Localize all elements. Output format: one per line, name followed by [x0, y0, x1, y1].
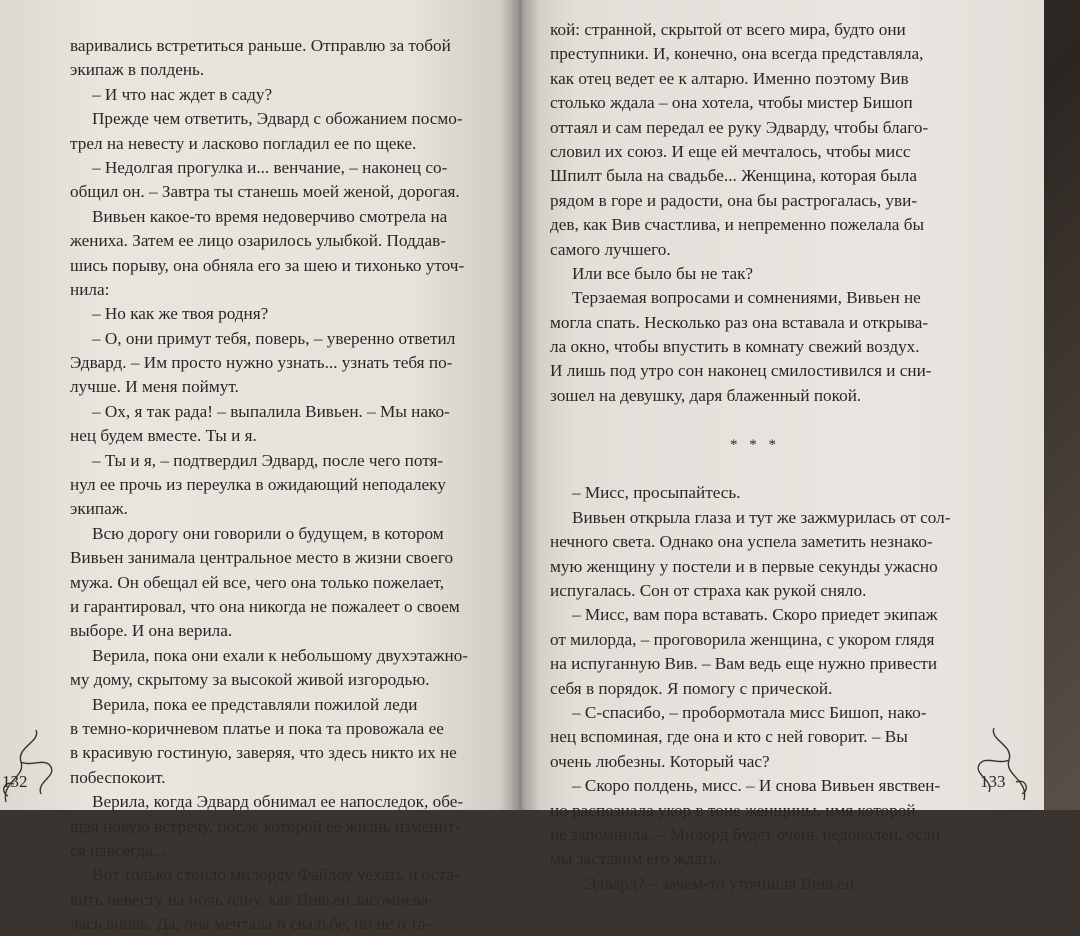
right-page-text — [550, 18, 960, 896]
section-gap — [550, 457, 960, 481]
text-line: – Но как же твоя родня? — [92, 304, 269, 324]
page-number-left: 132 — [2, 772, 28, 791]
text-line: мы заставим его ждать. — [550, 849, 722, 869]
text-line: нила: — [70, 279, 110, 299]
text-line: – Ты и я, – подтвердил Эдвард, после чего потя- — [92, 450, 444, 470]
text-line: себя в порядок. Я помогу с прической. — [550, 678, 833, 698]
page-number-right: 133 — [980, 772, 1006, 791]
text-line: – Мисс, вам пора вставать. Скоро приедет экипаж — [572, 605, 938, 625]
text-line: столько ждала – она хотела, чтобы мистер Бишоп — [550, 93, 913, 113]
text-line: Вивьен открыла глаза и тут же зажмурилась от сол- — [572, 507, 951, 527]
text-line: Эдвард. – Им просто нужно узнать... узнать тебя по- — [70, 353, 453, 373]
text-line: не запомнила. – Милорд будет очень недоволен, если — [550, 824, 941, 844]
text-line: варивались встретиться раньше. Отправлю за тобой — [70, 36, 451, 55]
text-line: мую женщину у постели и в первые секунды ужасно — [550, 556, 938, 576]
text-line: – Мисс, просыпайтесь. — [572, 483, 741, 503]
text-line: ся навсегда... — [70, 840, 166, 860]
text-line: щая новую встречу, после которой ее жизнь изменит- — [70, 816, 461, 836]
section-separator: * * * — [730, 436, 780, 453]
text-line: нец вспоминая, где она и кто с ней говорит. – Вы — [550, 727, 908, 747]
text-line: Прежде чем ответить, Эдвард с обожанием посмо- — [92, 109, 463, 129]
text-line: Вивьен какое-то время недоверчиво смотрела на — [92, 206, 448, 226]
text-line: – С-спасибо, – пробормотала мисс Бишоп, нако- — [572, 702, 927, 722]
ornament-icon — [964, 718, 1034, 808]
text-line: – И что нас ждет в саду? — [92, 84, 273, 104]
text-line: как отец ведет ее к алтарю. Именно поэтому Вив — [550, 68, 909, 88]
left-page — [0, 0, 512, 934]
text-line: Всю дорогу они говорили о будущем, в котором — [92, 523, 444, 543]
text-line: шись порыву, она обняла его за шею и тихонько уточ- — [70, 255, 465, 275]
text-line: вить невесту на ночь одну, как Вивьен засомнева- — [70, 889, 434, 909]
text-line: в красивую гостиную, заверяя, что здесь никто их не — [70, 743, 457, 763]
text-line: Вивьен занимала центральное место в жизни своего — [70, 548, 454, 568]
text-line: – Скоро полдень, мисс. – И снова Вивьен явствен- — [572, 776, 941, 796]
text-line: рядом в горе и радости, она бы растрогалась, уви- — [550, 190, 918, 210]
text-line: нечного света. Однако она успела заметить незнако- — [550, 532, 933, 552]
text-line: словил их союз. И еще ей мечталось, чтобы мисс — [550, 141, 911, 161]
text-line: побеспокоит. — [70, 767, 166, 787]
text-line: Верила, пока ее представляли пожилой леди — [92, 694, 418, 714]
text-line: Или все было бы не так? — [572, 263, 754, 283]
text-line: – Недолгая прогулка и... венчание, – наконец со- — [92, 157, 448, 177]
text-line: и гарантировал, что она никогда не пожалеет о своем — [70, 596, 460, 616]
text-line: общил он. – Завтра ты станешь моей женой, дорогая. — [70, 182, 460, 202]
text-line: ла окно, чтобы впустить в комнату свежий воздух. — [550, 337, 920, 357]
text-line: мужа. Он обещал ей все, чего она только пожелает, — [70, 572, 445, 592]
text-line: но распознала укор в тоне женщины, имя которой — [550, 800, 916, 820]
section-gap — [550, 408, 960, 432]
text-line: испугалась. Сон от страха как рукой сняло. — [550, 580, 867, 600]
text-line: кой: странной, скрытой от всего мира, будто они — [550, 20, 906, 39]
text-line: Вот только стоило милорду Файлоу уехать и оста- — [92, 865, 460, 885]
text-line: преступники. И, конечно, она всегда представляла, — [550, 44, 924, 64]
text-line: Терзаемая вопросами и сомнениями, Вивьен не — [572, 288, 921, 308]
text-line: лась вновь. Да, она мечтала о свадьбе, но не о та- — [70, 914, 432, 934]
text-line: нец будем вместе. Ты и я. — [70, 426, 257, 446]
text-line: Шпилт была на свадьбе... Женщина, которая была — [550, 166, 917, 186]
text-line: выборе. И она верила. — [70, 621, 233, 641]
text-line: самого лучшего. — [550, 239, 671, 259]
ornament-icon — [0, 722, 66, 812]
text-line: трел на невесту и ласково погладил ее по щеке. — [70, 133, 417, 153]
right-page — [512, 0, 1044, 893]
left-page-text — [70, 34, 469, 936]
text-line: могла спать. Несколько раз она вставала и открыва- — [550, 312, 929, 332]
text-line: – Ох, я так рада! – выпалила Вивьен. – Мы нако- — [92, 401, 450, 421]
text-line: – О, они примут тебя, поверь, – уверенно ответил — [92, 328, 456, 348]
text-line: оттаял и сам передал ее руку Эдварду, чтобы благо- — [550, 117, 929, 137]
text-line: очень любезны. Который час? — [550, 751, 770, 771]
text-line: экипаж в полдень. — [70, 60, 205, 80]
text-line: – Эдвард? – зачем-то уточнила Вивьен. — [572, 873, 859, 893]
text-line: дев, как Вив счастлива, и непременно пожелала бы — [550, 215, 925, 235]
text-line: зошел на девушку, даря блаженный покой. — [550, 385, 862, 405]
text-line: экипаж. — [70, 499, 128, 519]
text-line: Верила, когда Эдвард обнимал ее напоследок, обе- — [92, 792, 464, 812]
text-line: Верила, пока они ехали к небольшому двухэтажно- — [92, 645, 469, 665]
text-line: нул ее прочь из переулка в ожидающий неподалеку — [70, 475, 446, 495]
text-line: жениха. Затем ее лицо озарилось улыбкой. Поддав- — [70, 231, 446, 251]
text-line: му дому, скрытому за высокой живой изгородью. — [70, 670, 430, 690]
text-line: в темно-коричневом платье и пока та провожала ее — [70, 718, 444, 738]
text-line: И лишь под утро сон наконец смилостивился и сни- — [550, 361, 932, 381]
text-line: от милорда, – проговорила женщина, с укором глядя — [550, 629, 935, 649]
text-line: лучше. И меня поймут. — [70, 377, 239, 397]
text-line: на испуганную Вив. – Вам ведь еще нужно привести — [550, 654, 938, 674]
